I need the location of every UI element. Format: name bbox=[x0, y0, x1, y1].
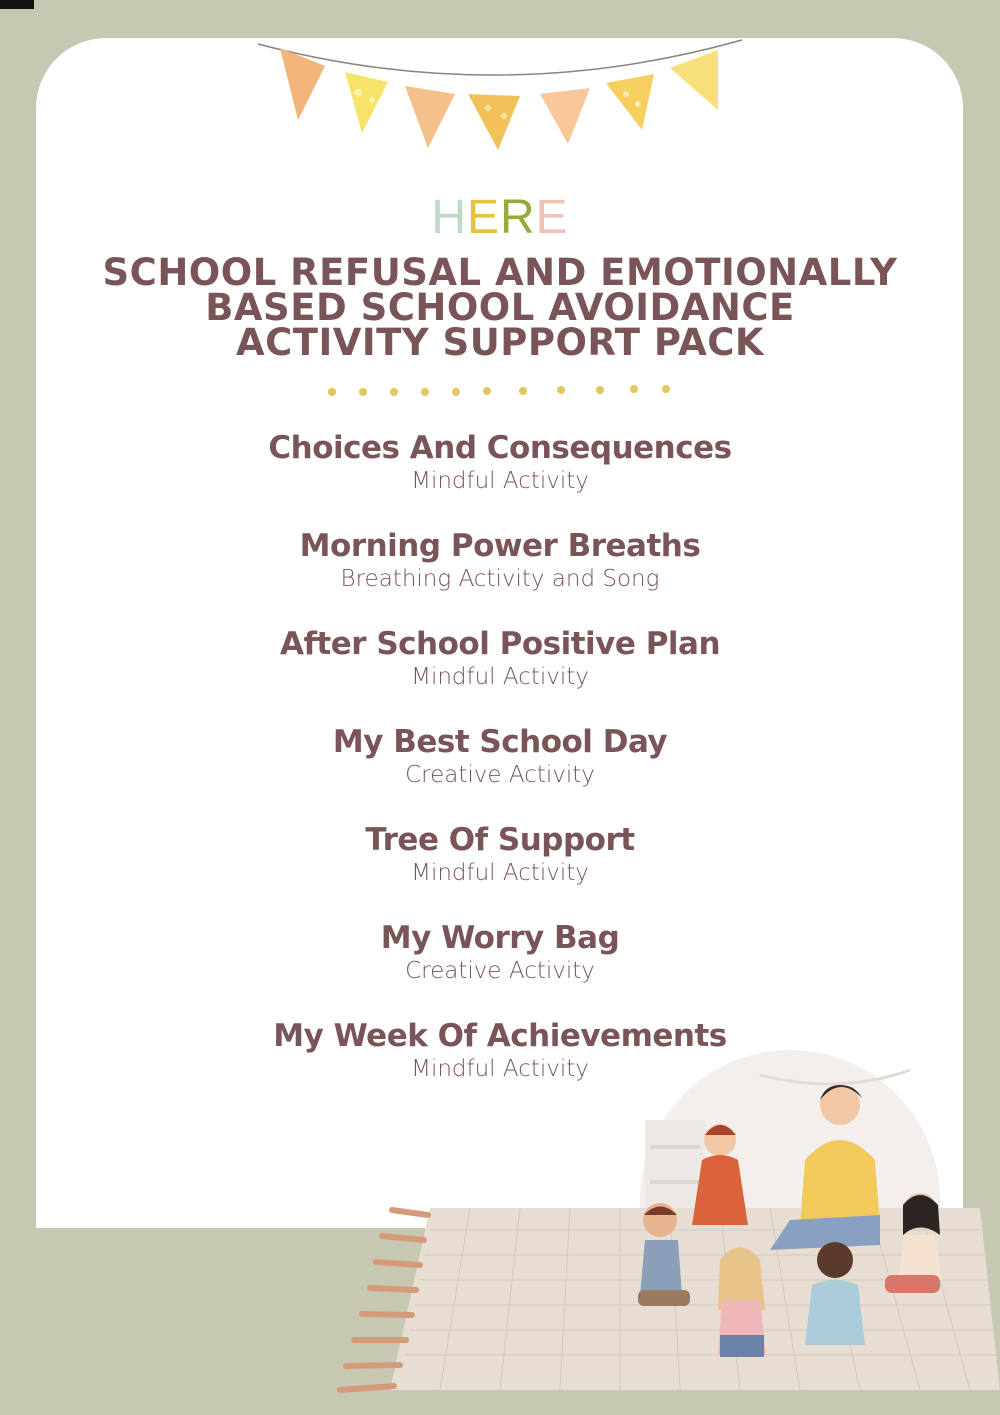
activity-title: My Week Of Achievements bbox=[273, 1018, 727, 1054]
classroom-circle-illustration bbox=[320, 1050, 1000, 1415]
here-letter: E bbox=[535, 191, 569, 244]
list-item bbox=[0, 428, 1000, 526]
activity-subtitle: Creative Activity bbox=[405, 762, 595, 788]
title-line: SCHOOL REFUSAL AND EMOTIONALLY bbox=[102, 251, 898, 294]
list-item bbox=[0, 526, 1000, 624]
activity-subtitle: Mindful Activity bbox=[411, 1056, 589, 1082]
here-letter: H bbox=[431, 191, 467, 244]
here-heading bbox=[0, 190, 1000, 245]
bunting-illustration bbox=[250, 38, 750, 168]
here-letter: R bbox=[500, 191, 536, 244]
activity-subtitle: Mindful Activity bbox=[411, 468, 589, 494]
activity-title: Morning Power Breaths bbox=[299, 528, 701, 564]
activity-title: My Worry Bag bbox=[380, 920, 620, 956]
page-title bbox=[90, 251, 910, 364]
corner-mark bbox=[0, 0, 34, 9]
here-letter: E bbox=[466, 191, 500, 244]
activity-list bbox=[0, 428, 1000, 1114]
list-item bbox=[0, 722, 1000, 820]
activity-subtitle: Mindful Activity bbox=[411, 860, 589, 886]
activity-title: Tree Of Support bbox=[365, 822, 635, 858]
list-item bbox=[0, 918, 1000, 1016]
title-line: ACTIVITY SUPPORT PACK bbox=[235, 321, 765, 364]
list-item bbox=[0, 820, 1000, 918]
activity-title: After School Positive Plan bbox=[279, 626, 721, 662]
list-item bbox=[0, 624, 1000, 722]
activity-title: My Best School Day bbox=[332, 724, 668, 760]
activity-subtitle: Creative Activity bbox=[405, 958, 595, 984]
title-line: BASED SCHOOL AVOIDANCE bbox=[205, 286, 795, 329]
activity-title: Choices And Consequences bbox=[268, 430, 732, 466]
dotted-divider bbox=[318, 383, 678, 399]
activity-subtitle: Mindful Activity bbox=[411, 664, 589, 690]
activity-subtitle: Breathing Activity and Song bbox=[340, 566, 660, 592]
